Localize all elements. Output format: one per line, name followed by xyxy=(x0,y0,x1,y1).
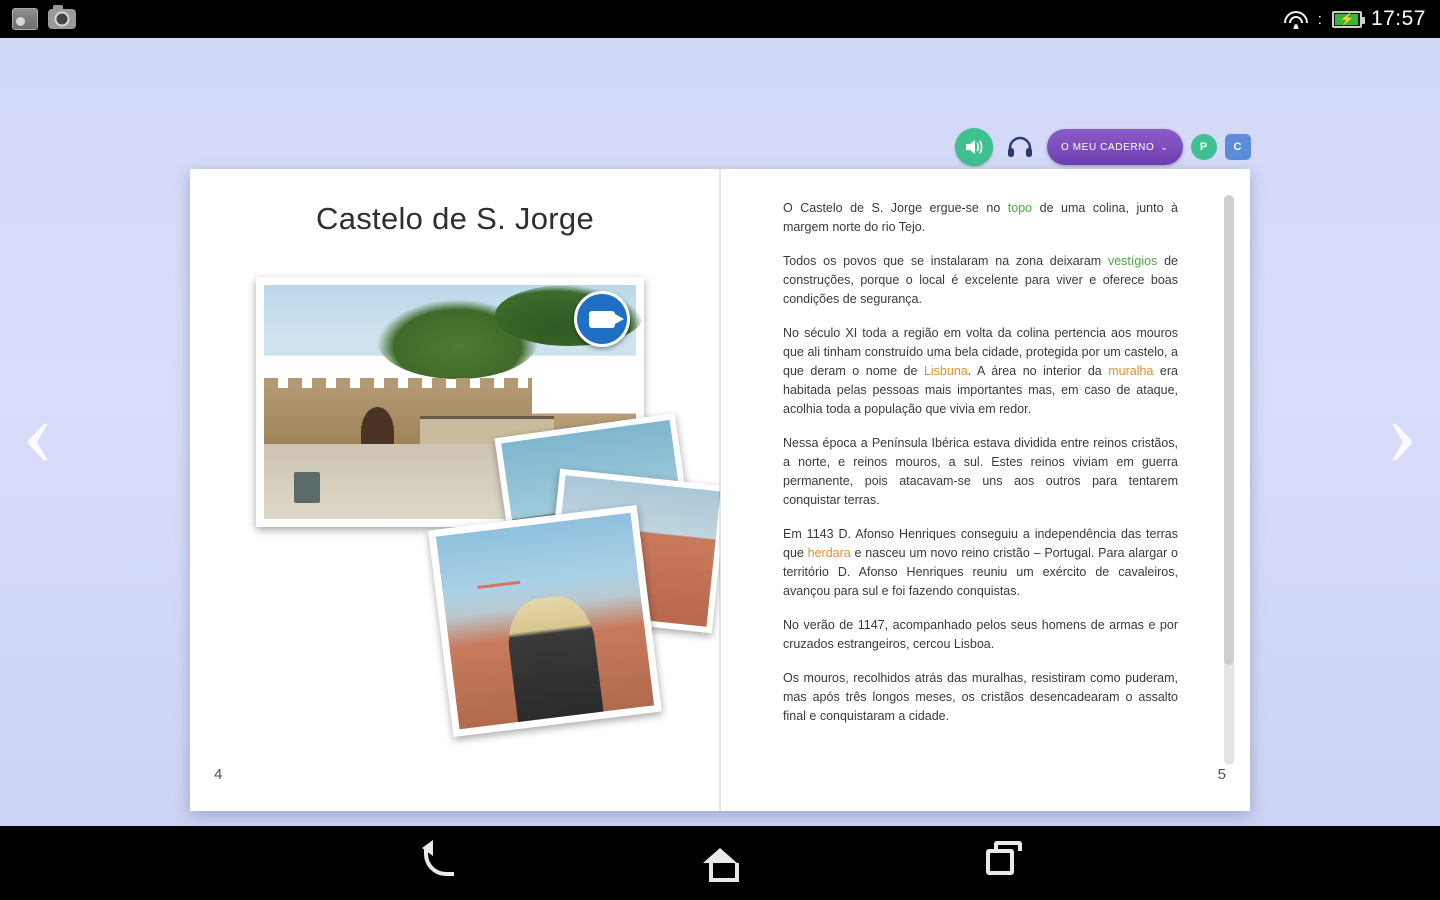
wifi-icon xyxy=(1283,9,1309,29)
status-bar-clock: 17:57 xyxy=(1370,7,1426,30)
body-paragraph xyxy=(783,252,1178,309)
photo-collage xyxy=(256,277,656,717)
scrollbar-thumb[interactable] xyxy=(1224,195,1234,665)
text-run: O Castelo de S. Jorge ergue-se no xyxy=(783,201,1008,215)
page-title: Castelo de S. Jorge xyxy=(316,201,594,236)
page-scrollbar[interactable] xyxy=(1224,195,1234,765)
headphones-icon[interactable] xyxy=(1001,128,1039,166)
notebook-label: O MEU CADERNO xyxy=(1061,141,1155,153)
text-run: No verão de 1147, acompanhado pelos seus homens de armas e por cruzados estrangeiros, cercou Lisboa. xyxy=(783,618,1178,651)
glossary-term[interactable]: muralha xyxy=(1108,364,1154,378)
glossary-term[interactable]: herdara xyxy=(807,546,851,560)
book-page-right xyxy=(720,169,1250,811)
text-run: Em 1143 D. Afonso Henriques conseguiu a independência das terras que xyxy=(783,527,1178,560)
status-bar-system[interactable] xyxy=(1283,0,1426,38)
text-run: de construções, porque o local é excelente para viver e oferece boas condições de segurança. xyxy=(783,254,1178,306)
body-paragraph xyxy=(783,669,1178,726)
profile-button[interactable]: P xyxy=(1191,134,1217,160)
gallery-icon[interactable] xyxy=(12,8,38,30)
glossary-term[interactable]: vestígios xyxy=(1107,254,1158,268)
text-run: era habitada pelas pessoas mais importantes mas, em caso de ataque, acolhia toda a população que vivia em redor. xyxy=(783,364,1178,416)
recents-icon[interactable] xyxy=(970,840,1030,886)
status-bar-notifications xyxy=(0,8,76,30)
app-toolbar xyxy=(955,128,1251,166)
android-status-bar xyxy=(0,0,1440,38)
text-run: de uma colina, junto à margem norte do rio Tejo. xyxy=(783,201,1178,234)
battery-icon: ⚡ xyxy=(1332,11,1362,28)
camera-icon[interactable] xyxy=(48,9,76,29)
back-icon[interactable] xyxy=(410,840,470,886)
body-paragraph xyxy=(783,434,1178,510)
page-number-right: 5 xyxy=(1217,766,1226,783)
notebook-dropdown[interactable] xyxy=(1047,129,1183,165)
contents-button[interactable]: C xyxy=(1225,134,1251,160)
body-paragraph xyxy=(783,324,1178,419)
glossary-term[interactable]: topo xyxy=(1007,201,1033,215)
previous-page-arrow[interactable]: ‹ xyxy=(22,378,54,485)
book-page-left xyxy=(190,169,720,811)
page-text-column xyxy=(783,199,1178,741)
chevron-down-icon: ⌄ xyxy=(1160,141,1169,152)
text-run: No século XI toda a região em volta da colina pertencia aos mouros que ali tinham construído uma bela cidade, protegida por um castelo, a que deram o nome de xyxy=(783,326,1178,378)
page-number-left: 4 xyxy=(214,766,223,783)
text-run: . A área no interior da xyxy=(967,364,1109,378)
android-navigation-bar xyxy=(0,826,1440,900)
speaker-icon[interactable] xyxy=(955,128,993,166)
ebook-app-area xyxy=(0,38,1440,826)
text-run: Todos os povos que se instalaram na zona deixaram xyxy=(783,254,1108,268)
text-run: e nasceu um novo reino cristão – Portugal. Para alargar o território D. Afonso Henriques reuniu um exército de cavaleiros, avançou para sul e foi fazendo conquistas. xyxy=(783,546,1178,598)
body-paragraph xyxy=(783,616,1178,654)
body-paragraph xyxy=(783,199,1178,237)
video-icon[interactable] xyxy=(574,291,630,347)
home-icon[interactable] xyxy=(690,840,750,886)
text-run: Os mouros, recolhidos atrás das muralhas, resistiram como puderam, mas após três longos meses, os cristãos desencadearam o assalto final e conquistaram a cidade. xyxy=(783,671,1178,723)
text-run: Nessa época a Península Ibérica estava dividida entre reinos cristãos, a norte, e reinos mouros, a sul. Estes reinos viviam em guerra permanente, pois atacavam-se uns aos outros para tentarem conquistar terras. xyxy=(783,436,1178,507)
glossary-term[interactable]: Lisbuna xyxy=(923,364,968,378)
body-paragraph xyxy=(783,525,1178,601)
status-separator: : xyxy=(1317,10,1323,28)
bay-view-photo[interactable] xyxy=(428,505,662,737)
book-spread xyxy=(190,169,1250,811)
next-page-arrow[interactable]: › xyxy=(1386,378,1418,485)
